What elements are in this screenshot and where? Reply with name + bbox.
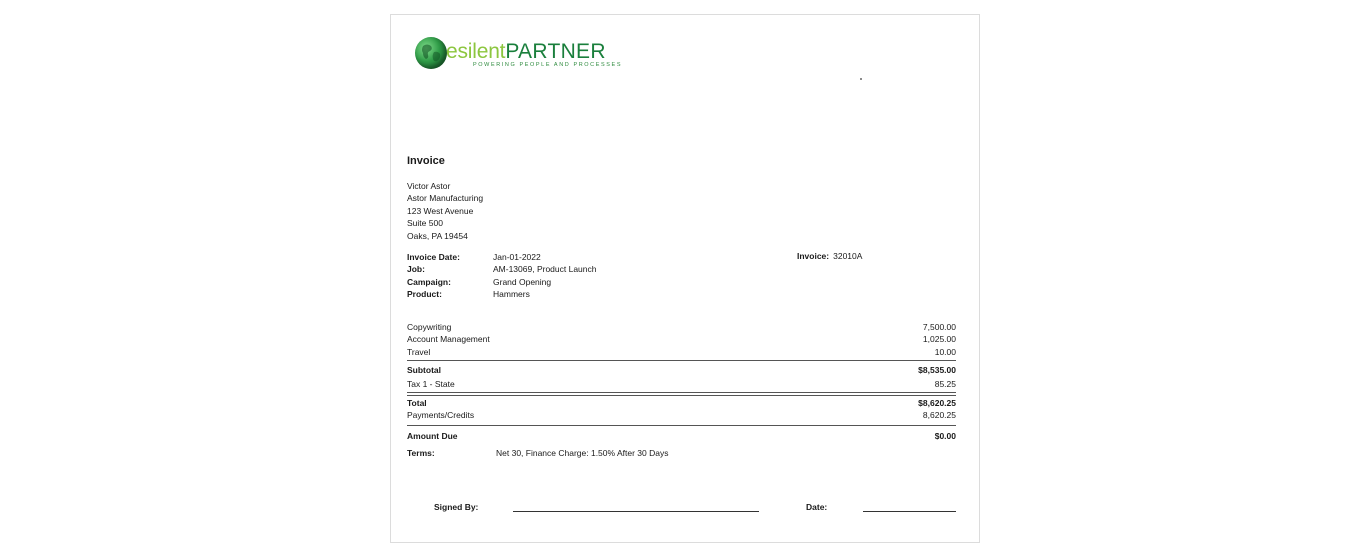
meta-row <box>407 288 596 300</box>
terms <box>407 448 668 458</box>
meta-label: Invoice Date: <box>407 252 460 262</box>
meta-label: Product: <box>407 289 442 300</box>
divider <box>407 425 956 426</box>
subtotal-row <box>407 364 956 376</box>
invoice-number-value: 32010A <box>833 251 863 261</box>
tax-label: Tax 1 - State <box>407 378 455 389</box>
line-item-amount: 7,500.00 <box>922 322 956 332</box>
address-line: 123 West Avenue <box>407 205 474 216</box>
date-line <box>863 511 956 512</box>
address-line: Suite 500 <box>407 218 443 229</box>
meta-value: Grand Opening <box>493 276 552 287</box>
billing-address <box>407 180 483 242</box>
divider <box>407 360 956 361</box>
subtotal-amount: $8,535.00 <box>918 365 956 376</box>
amount-due-value: $0.00 <box>934 430 956 441</box>
amount-due-row <box>407 430 956 442</box>
address-line: Oaks, PA 19454 <box>407 230 468 241</box>
line-items <box>407 321 956 442</box>
address-line: Victor Astor <box>407 181 451 191</box>
line-item-description: Account Management <box>407 334 490 345</box>
signature-line <box>513 511 759 512</box>
payments-amount: 8,620.25 <box>922 410 956 421</box>
meta-row <box>407 251 596 263</box>
invoice-number-label: Invoice: <box>797 251 830 261</box>
line-item <box>407 346 956 358</box>
subtotal-label: Subtotal <box>407 365 441 376</box>
meta-label: Campaign: <box>407 276 451 287</box>
tax-amount: 85.25 <box>934 378 956 389</box>
line-item-description: Copywriting <box>407 322 452 332</box>
meta-label: Job: <box>407 264 425 275</box>
line-item-amount: 1,025.00 <box>922 334 956 345</box>
invoice-title: Invoice <box>407 155 445 167</box>
logo-wordmark: esilentPARTNER <box>446 40 606 63</box>
line-item-description: Travel <box>407 346 431 357</box>
meta-row <box>407 263 596 275</box>
payments-label: Payments/Credits <box>407 410 475 421</box>
globe-icon <box>415 37 447 69</box>
total-label: Total <box>407 397 427 408</box>
logo-tagline: POWERING PEOPLE AND PROCESSES <box>473 62 623 68</box>
double-divider <box>407 392 956 396</box>
date-label: Date: <box>806 502 828 512</box>
meta-row <box>407 276 596 288</box>
invoice-page <box>390 14 980 543</box>
payments-row <box>407 409 956 421</box>
line-item <box>407 321 956 333</box>
invoice-meta <box>407 251 596 301</box>
total-row <box>407 397 956 409</box>
tax-row <box>407 378 956 390</box>
line-item <box>407 333 956 345</box>
company-logo <box>415 37 630 73</box>
meta-value: Hammers <box>493 289 530 300</box>
amount-due-label: Amount Due <box>407 430 458 441</box>
meta-value: Jan-01-2022 <box>493 252 541 262</box>
invoice-number <box>797 251 862 261</box>
address-line: Astor Manufacturing <box>407 193 484 204</box>
total-amount: $8,620.25 <box>918 397 956 408</box>
stray-dot <box>860 78 862 80</box>
meta-value: AM-13069, Product Launch <box>493 264 597 275</box>
line-item-amount: 10.00 <box>934 346 956 357</box>
terms-label: Terms: <box>407 448 435 458</box>
signed-by-label: Signed By: <box>434 502 479 512</box>
terms-value: Net 30, Finance Charge: 1.50% After 30 Days <box>496 448 669 458</box>
